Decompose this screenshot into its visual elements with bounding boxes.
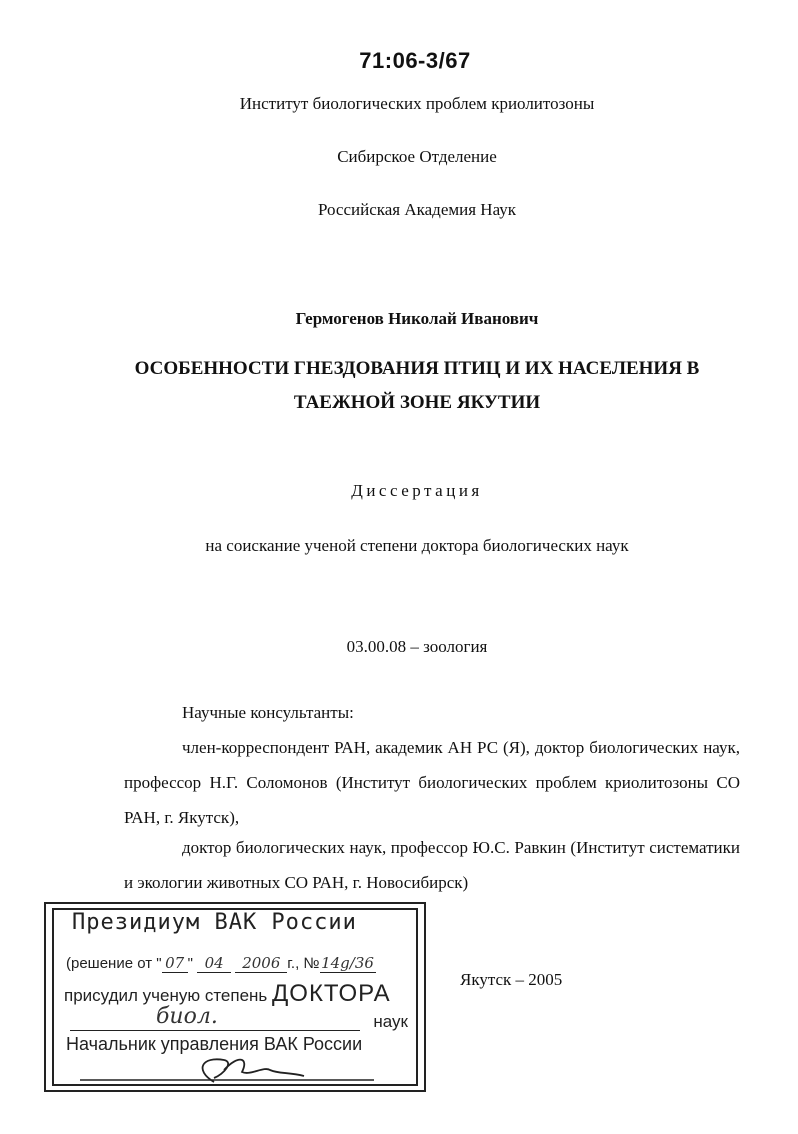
stamp-awarded-line <box>64 980 391 1008</box>
signature-stroke <box>203 1059 304 1082</box>
stamp-field-line <box>64 1004 418 1034</box>
stamp-quote: " <box>187 955 193 972</box>
stamp-number-prefix: г., № <box>287 955 320 972</box>
vak-stamp <box>44 902 426 1092</box>
institute-name: Институт биологических проблем криолитозоны <box>239 94 595 113</box>
stamp-decision-line <box>66 954 376 973</box>
branch-name: Сибирское Отделение <box>337 147 497 166</box>
stamp-header: Президиум ВАК России <box>72 910 357 935</box>
stamp-year: 2006 <box>235 954 287 973</box>
city-year: Якутск – 2005 <box>460 970 563 989</box>
stamp-field: биол. <box>156 1004 218 1029</box>
consultant-1: член-корреспондент РАН, академик АН РС (Я), доктор биологических наук, профессор Н.Г. Соломонов (Институт биологических проблем криолитозоны СО РАН, г. Якутск), <box>124 738 740 827</box>
stamp-degree: ДОКТОРА <box>272 980 391 1007</box>
consultant-2: доктор биологических наук, профессор Ю.С. Равкин (Институт систематики и экологии животных СО РАН, г. Новосибирск) <box>124 838 740 892</box>
document-type: Диссертация <box>351 481 483 500</box>
stamp-chief: Начальник управления ВАК России <box>66 1034 363 1054</box>
stamp-science: наук <box>373 1012 408 1031</box>
stamp-field-underline <box>70 1030 360 1031</box>
academy-name: Российская Академия Наук <box>317 200 517 219</box>
document-code: 71:06-3/67 <box>359 48 471 73</box>
author-name: Гермогенов Николай Иванович <box>295 309 539 328</box>
title-line-1: ОСОБЕННОСТИ ГНЕЗДОВАНИЯ ПТИЦ И ИХ НАСЕЛЕНИЯ В <box>134 358 700 379</box>
degree-line: на соискание ученой степени доктора биологических наук <box>205 536 629 555</box>
stamp-day: 07 <box>162 954 188 973</box>
stamp-month: 04 <box>197 954 231 973</box>
title-line-2: ТАЕЖНОЙ ЗОНЕ ЯКУТИИ <box>293 392 541 413</box>
stamp-number: 14g/36 <box>321 954 374 972</box>
consultants-heading: Научные консультанты: <box>182 703 354 722</box>
stamp-awarded-text: присудил ученую степень <box>64 986 268 1005</box>
stamp-decision-prefix: (решение от " <box>66 955 162 972</box>
specialty: 03.00.08 – зоология <box>346 637 488 656</box>
signature-image <box>74 1052 394 1088</box>
